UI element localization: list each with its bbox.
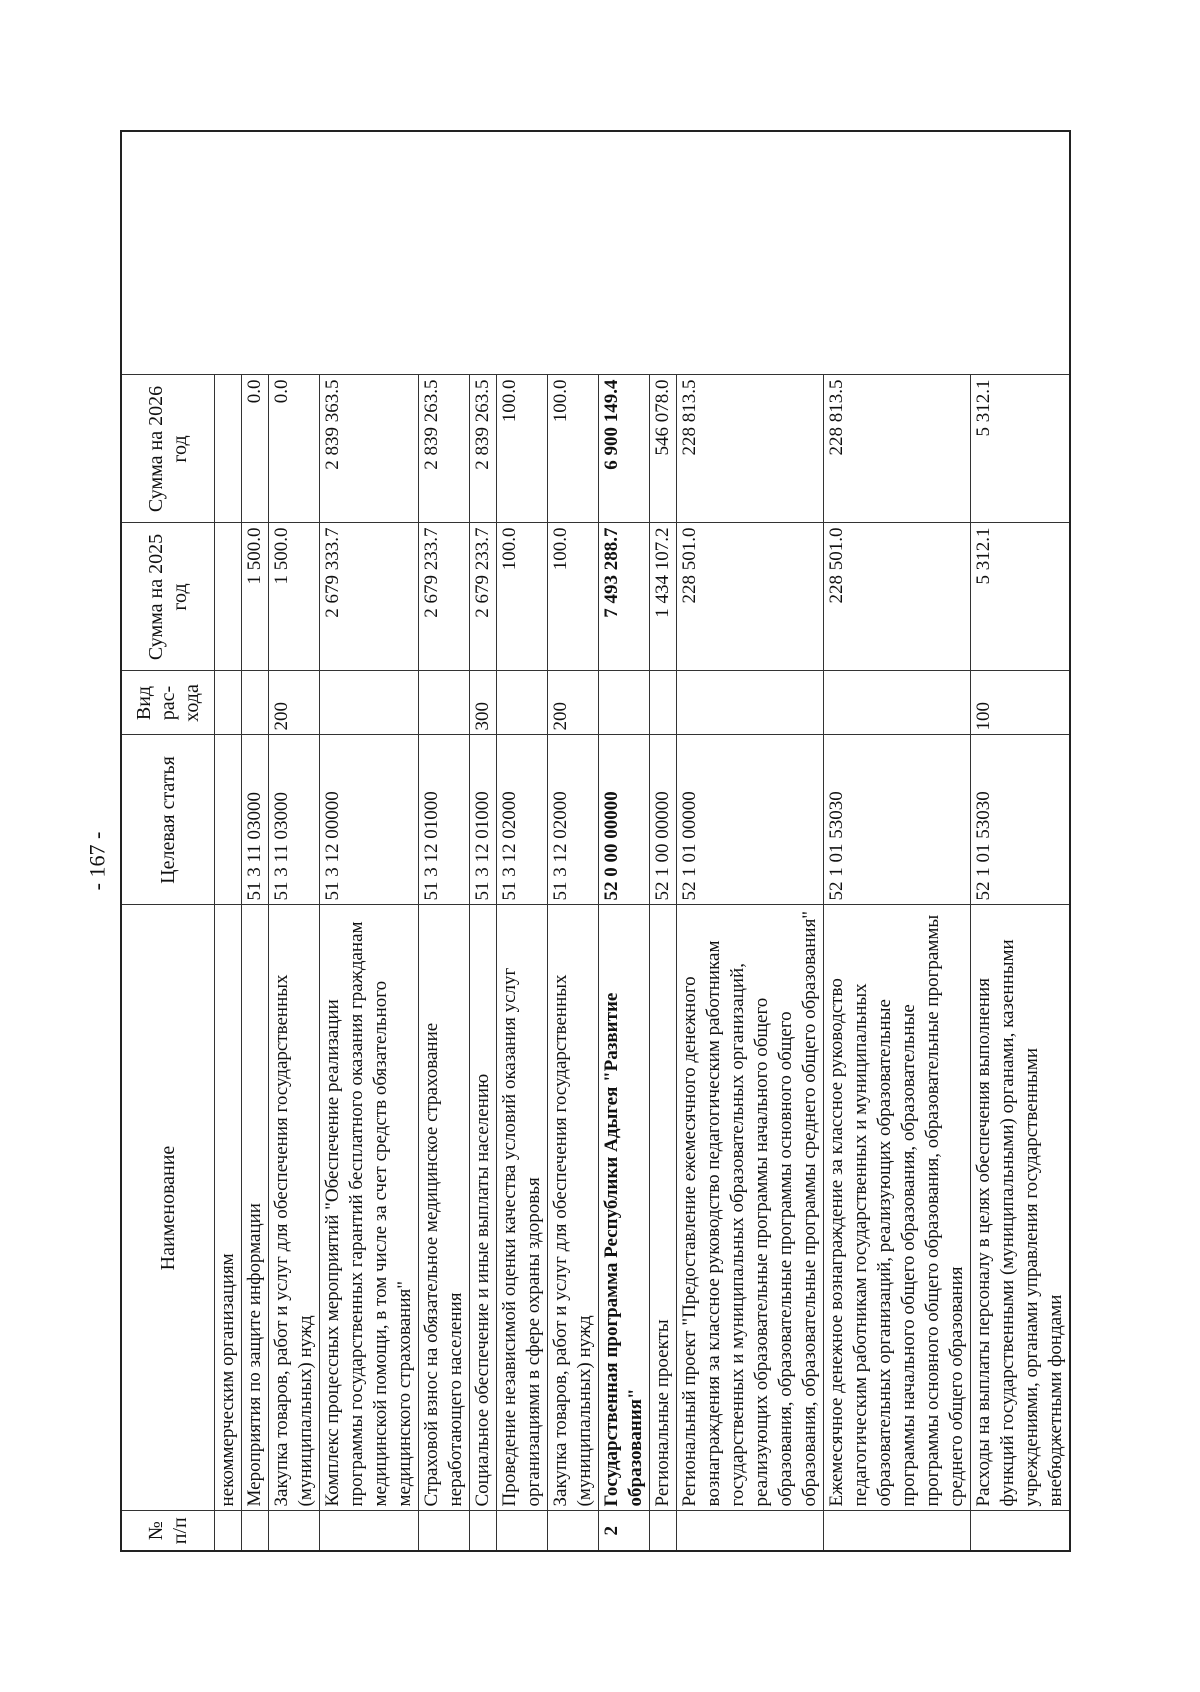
- cell-empty: [269, 131, 320, 375]
- cell-code: 51 3 12 02000: [497, 735, 548, 905]
- cell-code: 52 1 01 00000: [677, 735, 824, 905]
- cell-sum-2025: 1 434 107.2: [650, 523, 677, 671]
- rotated-page: [120, 132, 1066, 1552]
- cell-code: 52 1 00 00000: [650, 735, 677, 905]
- cell-sum-2026: 0.0: [242, 375, 269, 523]
- cell-name: Мероприятия по защите информации: [242, 905, 269, 1511]
- cell-code: [215, 735, 242, 905]
- budget-table: [120, 130, 1071, 1552]
- cell-empty: [650, 131, 677, 375]
- cell-sum-2025: 2 679 333.7: [320, 523, 419, 671]
- cell-sum-2026: 0.0: [269, 375, 320, 523]
- cell-name: Государственная программа Республики Адыгея "Развитие образования": [599, 905, 650, 1511]
- cell-empty: [971, 131, 1071, 375]
- cell-num: [242, 1511, 269, 1551]
- cell-sum-2026: 100.0: [497, 375, 548, 523]
- cell-name: Комплекс процессных мероприятий "Обеспечение реализации программы государственных гарантий бесплатного оказания гражданам медицинской помощи, в том числе за счет средств обязательного медицинского страхования": [320, 905, 419, 1511]
- cell-sum-2026: 2 839 263.5: [419, 375, 470, 523]
- table-row: [242, 131, 269, 1551]
- cell-sum-2026: 6 900 149.4: [599, 375, 650, 523]
- header-sum-2025: Сумма на 2025 год: [121, 523, 215, 671]
- cell-code: 52 0 00 00000: [599, 735, 650, 905]
- cell-sum-2025: 2 679 233.7: [419, 523, 470, 671]
- cell-code: 52 1 01 53030: [971, 735, 1071, 905]
- cell-code: 51 3 12 01000: [419, 735, 470, 905]
- cell-num: [320, 1511, 419, 1551]
- cell-empty: [548, 131, 599, 375]
- cell-vid: 200: [548, 671, 599, 735]
- cell-num: [824, 1511, 971, 1551]
- table-row: [824, 131, 971, 1551]
- cell-sum-2026: [215, 375, 242, 523]
- table-row: [650, 131, 677, 1551]
- cell-num: 2: [599, 1511, 650, 1551]
- cell-empty: [320, 131, 419, 375]
- cell-code: 51 3 12 00000: [320, 735, 419, 905]
- header-sum-2026: Сумма на 2026 год: [121, 375, 215, 523]
- table-row: [470, 131, 497, 1551]
- table-row: [677, 131, 824, 1551]
- cell-sum-2026: 2 839 263.5: [470, 375, 497, 523]
- cell-name: Ежемесячное денежное вознаграждение за классное руководство педагогическим работникам государственных и муниципальных образовательных организаций, реализующих образовательные программы начального общего образования, образовательные программы основного общего образования, образовательные программы среднего общего образования: [824, 905, 971, 1511]
- cell-sum-2025: 100.0: [497, 523, 548, 671]
- cell-empty: [419, 131, 470, 375]
- cell-sum-2026: 5 312.1: [971, 375, 1071, 523]
- cell-sum-2025: 1 500.0: [269, 523, 320, 671]
- cell-sum-2026: 228 813.5: [677, 375, 824, 523]
- page-number: - 167 -: [84, 831, 109, 891]
- cell-name: Проведение независимой оценки качества условий оказания услуг организациями в сфере охраны здоровья: [497, 905, 548, 1511]
- table-row: [320, 131, 419, 1551]
- table-row: [548, 131, 599, 1551]
- table-row: [215, 131, 242, 1551]
- cell-sum-2025: 1 500.0: [242, 523, 269, 671]
- cell-vid: [242, 671, 269, 735]
- cell-vid: [419, 671, 470, 735]
- cell-empty: [677, 131, 824, 375]
- header-vid: Вид рас-хода: [121, 671, 215, 735]
- cell-empty: [824, 131, 971, 375]
- cell-name: Региональный проект "Предоставление ежемесячного денежного вознаграждения за классное руководство педагогическим работникам государственных и муниципальных образовательных организаций, реализующих образовательные программы начального общего образования, образовательные программы основного общего образования, образовательные программы среднего общего образования": [677, 905, 824, 1511]
- cell-num: [215, 1511, 242, 1551]
- cell-vid: [824, 671, 971, 735]
- cell-num: [548, 1511, 599, 1551]
- cell-sum-2025: [215, 523, 242, 671]
- cell-num: [419, 1511, 470, 1551]
- cell-sum-2026: 228 813.5: [824, 375, 971, 523]
- cell-code: 52 1 01 53030: [824, 735, 971, 905]
- header-code: Целевая статья: [121, 735, 215, 905]
- cell-empty: [470, 131, 497, 375]
- cell-vid: 100: [971, 671, 1071, 735]
- cell-sum-2026: 546 078.0: [650, 375, 677, 523]
- cell-num: [677, 1511, 824, 1551]
- cell-sum-2025: 228 501.0: [824, 523, 971, 671]
- cell-sum-2025: 228 501.0: [677, 523, 824, 671]
- cell-vid: [677, 671, 824, 735]
- cell-num: [650, 1511, 677, 1551]
- cell-name: некоммерческим организациям: [215, 905, 242, 1511]
- cell-num: [269, 1511, 320, 1551]
- table-header-row: [121, 131, 215, 1551]
- cell-code: 51 3 11 03000: [242, 735, 269, 905]
- cell-code: 51 3 12 02000: [548, 735, 599, 905]
- cell-num: [497, 1511, 548, 1551]
- cell-vid: [320, 671, 419, 735]
- cell-name: Расходы на выплаты персоналу в целях обеспечения выполнения функций государственными (муниципальными) органами, казенными учреждениями, органами управления государственными внебюджетными фондами: [971, 905, 1071, 1511]
- header-empty: [121, 131, 215, 375]
- cell-empty: [497, 131, 548, 375]
- table-row: [269, 131, 320, 1551]
- cell-name: Социальное обеспечение и иные выплаты населению: [470, 905, 497, 1511]
- table-row: [497, 131, 548, 1551]
- cell-empty: [242, 131, 269, 375]
- header-num: № п/п: [121, 1511, 215, 1551]
- cell-vid: [497, 671, 548, 735]
- cell-empty: [215, 131, 242, 375]
- table-row: [971, 131, 1071, 1551]
- cell-num: [971, 1511, 1071, 1551]
- cell-vid: [215, 671, 242, 735]
- cell-empty: [599, 131, 650, 375]
- cell-sum-2025: 100.0: [548, 523, 599, 671]
- cell-name: Страховой взнос на обязательное медицинское страхование неработающего населения: [419, 905, 470, 1511]
- header-name: Наименование: [121, 905, 215, 1511]
- cell-code: 51 3 12 01000: [470, 735, 497, 905]
- cell-vid: 200: [269, 671, 320, 735]
- cell-vid: [650, 671, 677, 735]
- table-row: [419, 131, 470, 1551]
- cell-name: Закупка товаров, работ и услуг для обеспечения государственных (муниципальных) нужд: [548, 905, 599, 1511]
- table-row: [599, 131, 650, 1551]
- cell-name: Закупка товаров, работ и услуг для обеспечения государственных (муниципальных) нужд: [269, 905, 320, 1511]
- cell-vid: [599, 671, 650, 735]
- cell-num: [470, 1511, 497, 1551]
- cell-sum-2026: 2 839 363.5: [320, 375, 419, 523]
- cell-vid: 300: [470, 671, 497, 735]
- cell-sum-2025: 7 493 288.7: [599, 523, 650, 671]
- cell-sum-2026: 100.0: [548, 375, 599, 523]
- cell-name: Региональные проекты: [650, 905, 677, 1511]
- cell-sum-2025: 5 312.1: [971, 523, 1071, 671]
- cell-sum-2025: 2 679 233.7: [470, 523, 497, 671]
- cell-code: 51 3 11 03000: [269, 735, 320, 905]
